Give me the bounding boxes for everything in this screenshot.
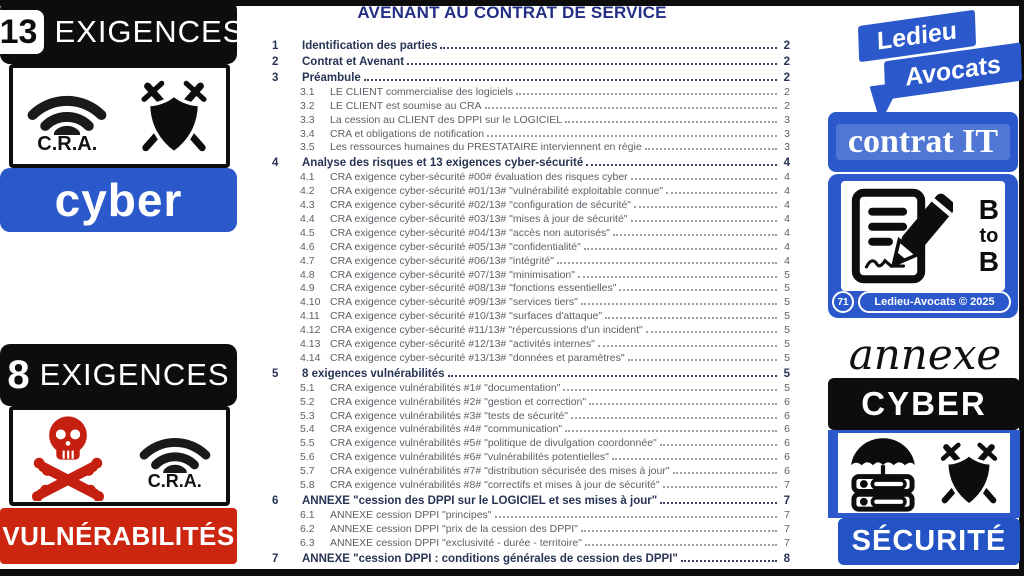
cra-top-label: C.R.A. — [37, 132, 98, 155]
skull-cra-icon-panel — [9, 406, 230, 506]
toc-entry-page: 2 — [784, 99, 790, 112]
toc-leader-dots — [571, 417, 777, 419]
badge-securite — [838, 518, 1020, 565]
toc-entry-page: 2 — [783, 56, 790, 68]
toc-leader-dots — [584, 248, 777, 250]
toc-entry-label: CRA exigence cyber-sécurité #07/13# "minimisation" — [330, 268, 575, 281]
toc-entry-number: 4.3 — [300, 199, 315, 212]
toc-entry-label: Contrat et Avenant — [302, 56, 405, 68]
slide-number-badge: 71 — [832, 291, 854, 313]
toc-row — [268, 36, 790, 52]
toc-entry-label: Identification des parties — [302, 40, 438, 52]
toc-row — [268, 435, 790, 449]
toc-entry-label: ANNEXE "cession DPPI : conditions générales de cession des DPPI" — [302, 552, 678, 565]
toc-entry-number: 4.4 — [300, 213, 315, 226]
toc-entry-number: 5.8 — [300, 479, 315, 492]
toc-entry-page: 3 — [784, 127, 790, 140]
badge-cyber-annexe — [828, 378, 1020, 430]
toc-leader-dots — [681, 560, 777, 562]
toc-entry-page: 4 — [783, 157, 790, 170]
toc-entry-page: 6 — [784, 395, 790, 408]
toc-entry-page: 2 — [783, 40, 790, 52]
toc-entry-number: 3.2 — [300, 99, 315, 112]
table-of-contents — [268, 36, 790, 565]
toc-entry-label: CRA exigence cyber-sécurité #12/13# "activités internes" — [330, 338, 595, 351]
toc-entry-page: 4 — [784, 254, 790, 267]
toc-entry-number: 3.1 — [300, 85, 315, 98]
toc-row — [268, 98, 790, 112]
toc-entry-number: 7 — [272, 552, 279, 565]
toc-entry-label: CRA exigence cyber-sécurité #05/13# "confidentialité" — [330, 240, 581, 253]
toc-entry-page: 7 — [784, 522, 790, 535]
toc-leader-dots — [605, 317, 777, 319]
toc-entry-label: La cession au CLIENT des DPPI sur le LOGICIEL — [330, 113, 563, 126]
toc-entry-label: CRA exigence vulnérabilités #6# "vulnérabilités potentielles" — [330, 451, 609, 464]
toc-row — [268, 491, 790, 507]
toc-entry-page: 6 — [784, 423, 790, 436]
toc-entry-number: 6.3 — [300, 536, 315, 549]
toc-entry-number: 4.6 — [300, 240, 315, 253]
toc-leader-dots — [581, 303, 777, 305]
toc-entry-number: 3.4 — [300, 127, 315, 140]
toc-leader-dots — [487, 135, 777, 137]
toc-entry-page: 3 — [784, 141, 790, 154]
swords-shield-icon — [130, 72, 218, 160]
toc-row — [268, 535, 790, 549]
toc-row — [268, 169, 790, 183]
toc-entry-label: CRA exigence cyber-sécurité #09/13# "services tiers" — [330, 296, 578, 309]
wifi-icon — [133, 421, 217, 473]
toc-entry-number: 3.3 — [300, 113, 315, 126]
badge-contrat-it — [828, 112, 1018, 172]
toc-entry-label: CRA exigence cyber-sécurité #03/13# "mises à jour de sécurité" — [330, 213, 628, 226]
toc-entry-page: 5 — [784, 282, 790, 295]
toc-row — [268, 267, 790, 281]
toc-entry-label: CRA exigence cyber-sécurité #08/13# "fonctions essentielles" — [330, 282, 617, 295]
toc-entry-page: 5 — [784, 351, 790, 364]
toc-entry-page: 6 — [784, 437, 790, 450]
btob-mid: to — [979, 225, 999, 247]
badge-8-exigences — [0, 344, 237, 406]
toc-row — [268, 308, 790, 322]
toc-row — [268, 225, 790, 239]
toc-entry-page: 8 — [783, 552, 790, 565]
copyright-pill: Ledieu-Avocats © 2025 — [858, 291, 1011, 313]
toc-leader-dots — [634, 206, 777, 208]
toc-entry-label: Les ressources humaines du PRESTATAIRE interviennent en régie — [330, 141, 642, 154]
toc-entry-page: 5 — [784, 296, 790, 309]
toc-entry-number: 4 — [272, 157, 279, 170]
toc-leader-dots — [666, 192, 777, 194]
toc-row — [268, 336, 790, 350]
toc-entry-label: ANNEXE "cession des DPPI sur le LOGICIEL et ses mises à jour" — [302, 495, 658, 508]
toc-leader-dots — [612, 458, 777, 460]
toc-row — [268, 112, 790, 126]
skull-crossbones-icon — [22, 411, 114, 501]
toc-entry-page: 5 — [784, 268, 790, 281]
toc-entry-label: LE CLIENT est soumise au CRA — [330, 99, 482, 112]
toc-entry-page: 4 — [784, 226, 790, 239]
toc-entry-page: 5 — [784, 381, 790, 394]
toc-entry-number: 4.10 — [300, 296, 321, 309]
logo-line1: Ledieu — [876, 15, 958, 56]
toc-row — [268, 153, 790, 169]
toc-entry-page: 5 — [784, 338, 790, 351]
toc-entry-page: 4 — [784, 199, 790, 212]
swords-shield-icon — [931, 435, 1007, 511]
toc-row — [268, 394, 790, 408]
toc-entry-number: 6.2 — [300, 522, 315, 535]
toc-entry-number: 4.9 — [300, 282, 315, 295]
annexe-label: annexe — [848, 329, 1002, 379]
ledieu-avocats-logo — [846, 4, 1024, 114]
toc-entry-label: 8 exigences vulnérabilités — [302, 367, 445, 380]
toc-row — [268, 507, 790, 521]
toc-entry-label: ANNEXE cession DPPI "exclusivité - durée - territoire" — [330, 536, 582, 549]
toc-entry-label: CRA exigence cyber-sécurité #11/13# "répercussions d'un incident" — [330, 324, 643, 337]
toc-row — [268, 281, 790, 295]
toc-entry-number: 5.1 — [300, 381, 315, 394]
toc-leader-dots — [619, 289, 777, 291]
toc-row — [268, 197, 790, 211]
toc-leader-dots — [598, 345, 777, 347]
toc-entry-label: CRA exigence cyber-sécurité #02/13# "configuration de sécurité" — [330, 199, 632, 212]
toc-leader-dots — [565, 121, 777, 123]
cra-group — [21, 77, 113, 156]
toc-entry-page: 5 — [784, 324, 790, 337]
toc-leader-dots — [589, 403, 777, 405]
toc-entry-number: 4.13 — [300, 338, 321, 351]
toc-entry-page: 6 — [784, 451, 790, 464]
toc-row — [268, 364, 790, 380]
toc-leader-dots — [495, 516, 777, 518]
toc-entry-page: 7 — [784, 479, 790, 492]
toc-entry-label: CRA exigence vulnérabilités #5# "politique de divulgation coordonnée" — [330, 437, 657, 450]
badge-vulnerabilites — [0, 508, 237, 564]
toc-leader-dots — [660, 444, 777, 446]
contrat-it-label: contrat IT — [847, 123, 999, 160]
toc-leader-dots — [631, 220, 777, 222]
toc-entry-number: 4.8 — [300, 268, 315, 281]
toc-entry-label: CRA exigence vulnérabilités #3# "tests de sécurité" — [330, 409, 568, 422]
toc-entry-page: 4 — [784, 213, 790, 226]
toc-entry-number: 6 — [272, 495, 279, 508]
badge-13-label: EXIGENCES — [54, 14, 245, 49]
toc-entry-number: 1 — [272, 40, 279, 52]
toc-entry-label: CRA exigence cyber-sécurité #01/13# "vulnérabilité exploitable connue" — [330, 185, 664, 198]
toc-row — [268, 183, 790, 197]
toc-entry-label: LE CLIENT commercialise des logiciels — [330, 85, 514, 98]
slide-bottom-border — [0, 569, 1024, 576]
toc-entry-number: 4.7 — [300, 254, 315, 267]
toc-leader-dots — [581, 530, 777, 532]
toc-leader-dots — [565, 430, 777, 432]
toc-entry-label: CRA exigence vulnérabilités #2# "gestion et correction" — [330, 395, 587, 408]
toc-entry-number: 3.5 — [300, 141, 315, 154]
toc-entry-page: 4 — [784, 240, 790, 253]
toc-entry-number: 5.5 — [300, 437, 315, 450]
toc-entry-number: 5.7 — [300, 465, 315, 478]
toc-leader-dots — [586, 164, 777, 166]
toc-entry-number: 4.2 — [300, 185, 315, 198]
toc-entry-label: CRA exigence vulnérabilités #8# "correctifs et mises à jour de sécurité" — [330, 479, 660, 492]
toc-entry-page: 2 — [784, 85, 790, 98]
toc-entry-number: 3 — [272, 72, 279, 84]
toc-row — [268, 322, 790, 336]
toc-row — [268, 52, 790, 68]
toc-leader-dots — [516, 93, 777, 95]
toc-row — [268, 140, 790, 154]
badge-13-number: 13 — [0, 10, 44, 54]
toc-entry-page: 7 — [784, 508, 790, 521]
toc-row — [268, 350, 790, 364]
toc-entry-label: CRA exigence vulnérabilités #7# "distribution sécurisée des mises à jour" — [330, 465, 670, 478]
toc-entry-number: 5 — [272, 367, 279, 380]
toc-row — [268, 521, 790, 535]
toc-row — [268, 239, 790, 253]
toc-entry-label: Préambule — [302, 72, 361, 84]
server-umbrella-icon — [841, 434, 925, 512]
toc-leader-dots — [585, 544, 777, 546]
toc-leader-dots — [448, 375, 777, 377]
toc-entry-page: 4 — [784, 185, 790, 198]
contract-icon-area — [841, 181, 1005, 291]
toc-entry-number: 5.6 — [300, 451, 315, 464]
toc-entry-label: CRA exigence cyber-sécurité #06/13# "intégrité" — [330, 254, 554, 267]
cra-bottom-label: C.R.A. — [147, 470, 202, 491]
toc-entry-label: Analyse des risques et 13 exigences cyber-sécurité — [302, 157, 584, 170]
cyber-annexe-label: CYBER — [861, 385, 987, 422]
wifi-icon — [21, 77, 113, 135]
toc-entry-label: CRA exigence vulnérabilités #1# "documentation" — [330, 381, 561, 394]
security-icon-panel — [828, 430, 1020, 518]
toc-leader-dots — [557, 262, 777, 264]
toc-leader-dots — [613, 234, 777, 236]
toc-entry-label: CRA exigence vulnérabilités #4# "communication" — [330, 423, 563, 436]
toc-entry-page: 4 — [784, 171, 790, 184]
btob-top: B — [978, 194, 999, 225]
toc-row — [268, 211, 790, 225]
toc-leader-dots — [628, 359, 777, 361]
toc-row — [268, 68, 790, 84]
cra-group — [133, 421, 217, 492]
logo-line2: Avocats — [904, 49, 1002, 92]
toc-entry-number: 6.1 — [300, 508, 315, 521]
vulnerabilites-label: VULNÉRABILITÉS — [2, 520, 235, 551]
toc-leader-dots — [440, 47, 777, 49]
toc-entry-label: CRA exigence cyber-sécurité #13/13# "données et paramètres" — [330, 351, 625, 364]
toc-entry-number: 4.12 — [300, 324, 321, 337]
securite-label: SÉCURITÉ — [851, 525, 1007, 557]
badge-8-number: 8 — [7, 352, 30, 397]
toc-leader-dots — [660, 502, 777, 504]
cyber-label: cyber — [54, 174, 183, 226]
toc-leader-dots — [485, 107, 777, 109]
toc-row — [268, 253, 790, 267]
toc-entry-number: 4.1 — [300, 171, 315, 184]
toc-row — [268, 463, 790, 477]
toc-row — [268, 126, 790, 140]
cra-cyber-icon-panel — [9, 64, 230, 168]
toc-row — [268, 422, 790, 436]
toc-row — [268, 380, 790, 394]
toc-entry-page: 5 — [783, 367, 790, 380]
toc-entry-label: CRA et obligations de notification — [330, 127, 485, 140]
toc-entry-page: 6 — [784, 465, 790, 478]
toc-entry-label: ANNEXE cession DPPI "prix de la cession des DPPI" — [330, 522, 578, 535]
toc-row — [268, 408, 790, 422]
toc-entry-label: CRA exigence cyber-sécurité #04/13# "accès non autorisés" — [330, 226, 611, 239]
toc-entry-label: CRA exigence cyber-sécurité #10/13# "surfaces d'attaque" — [330, 310, 603, 323]
toc-entry-label: ANNEXE cession DPPI "principes" — [330, 508, 492, 521]
btob-bottom: B — [978, 246, 999, 277]
toc-leader-dots — [563, 389, 777, 391]
toc-entry-page: 6 — [784, 409, 790, 422]
toc-entry-number: 4.14 — [300, 351, 321, 364]
toc-row — [268, 449, 790, 463]
btob-label — [979, 196, 999, 276]
toc-row — [268, 477, 790, 491]
toc-entry-page: 7 — [784, 536, 790, 549]
btob-contract-panel — [828, 174, 1018, 318]
toc-entry-number: 5.4 — [300, 423, 315, 436]
contract-pencil-icon — [847, 186, 953, 286]
toc-entry-page: 3 — [784, 113, 790, 126]
toc-row — [268, 294, 790, 308]
toc-entry-page: 2 — [783, 72, 790, 84]
toc-leader-dots — [631, 178, 777, 180]
toc-leader-dots — [646, 331, 777, 333]
toc-row — [268, 549, 790, 565]
toc-leader-dots — [578, 276, 777, 278]
toc-leader-dots — [364, 79, 777, 81]
toc-leader-dots — [673, 472, 777, 474]
toc-entry-number: 5.3 — [300, 409, 315, 422]
toc-entry-label: CRA exigence cyber-sécurité #00# évaluation des risques cyber — [330, 171, 628, 184]
toc-leader-dots — [645, 148, 777, 150]
page-title: AVENANT AU CONTRAT DE SERVICE — [357, 3, 667, 22]
toc-entry-page: 5 — [784, 310, 790, 323]
toc-entry-number: 4.11 — [300, 310, 320, 323]
toc-leader-dots — [663, 486, 777, 488]
toc-entry-number: 5.2 — [300, 395, 315, 408]
toc-leader-dots — [407, 63, 777, 65]
toc-entry-page: 7 — [783, 495, 790, 508]
toc-entry-number: 2 — [272, 56, 279, 68]
badge-13-exigences — [0, 0, 245, 64]
badge-8-label: EXIGENCES — [39, 357, 230, 392]
badge-cyber — [0, 168, 237, 232]
toc-row — [268, 84, 790, 98]
toc-entry-number: 4.5 — [300, 226, 315, 239]
security-icons — [838, 433, 1010, 513]
